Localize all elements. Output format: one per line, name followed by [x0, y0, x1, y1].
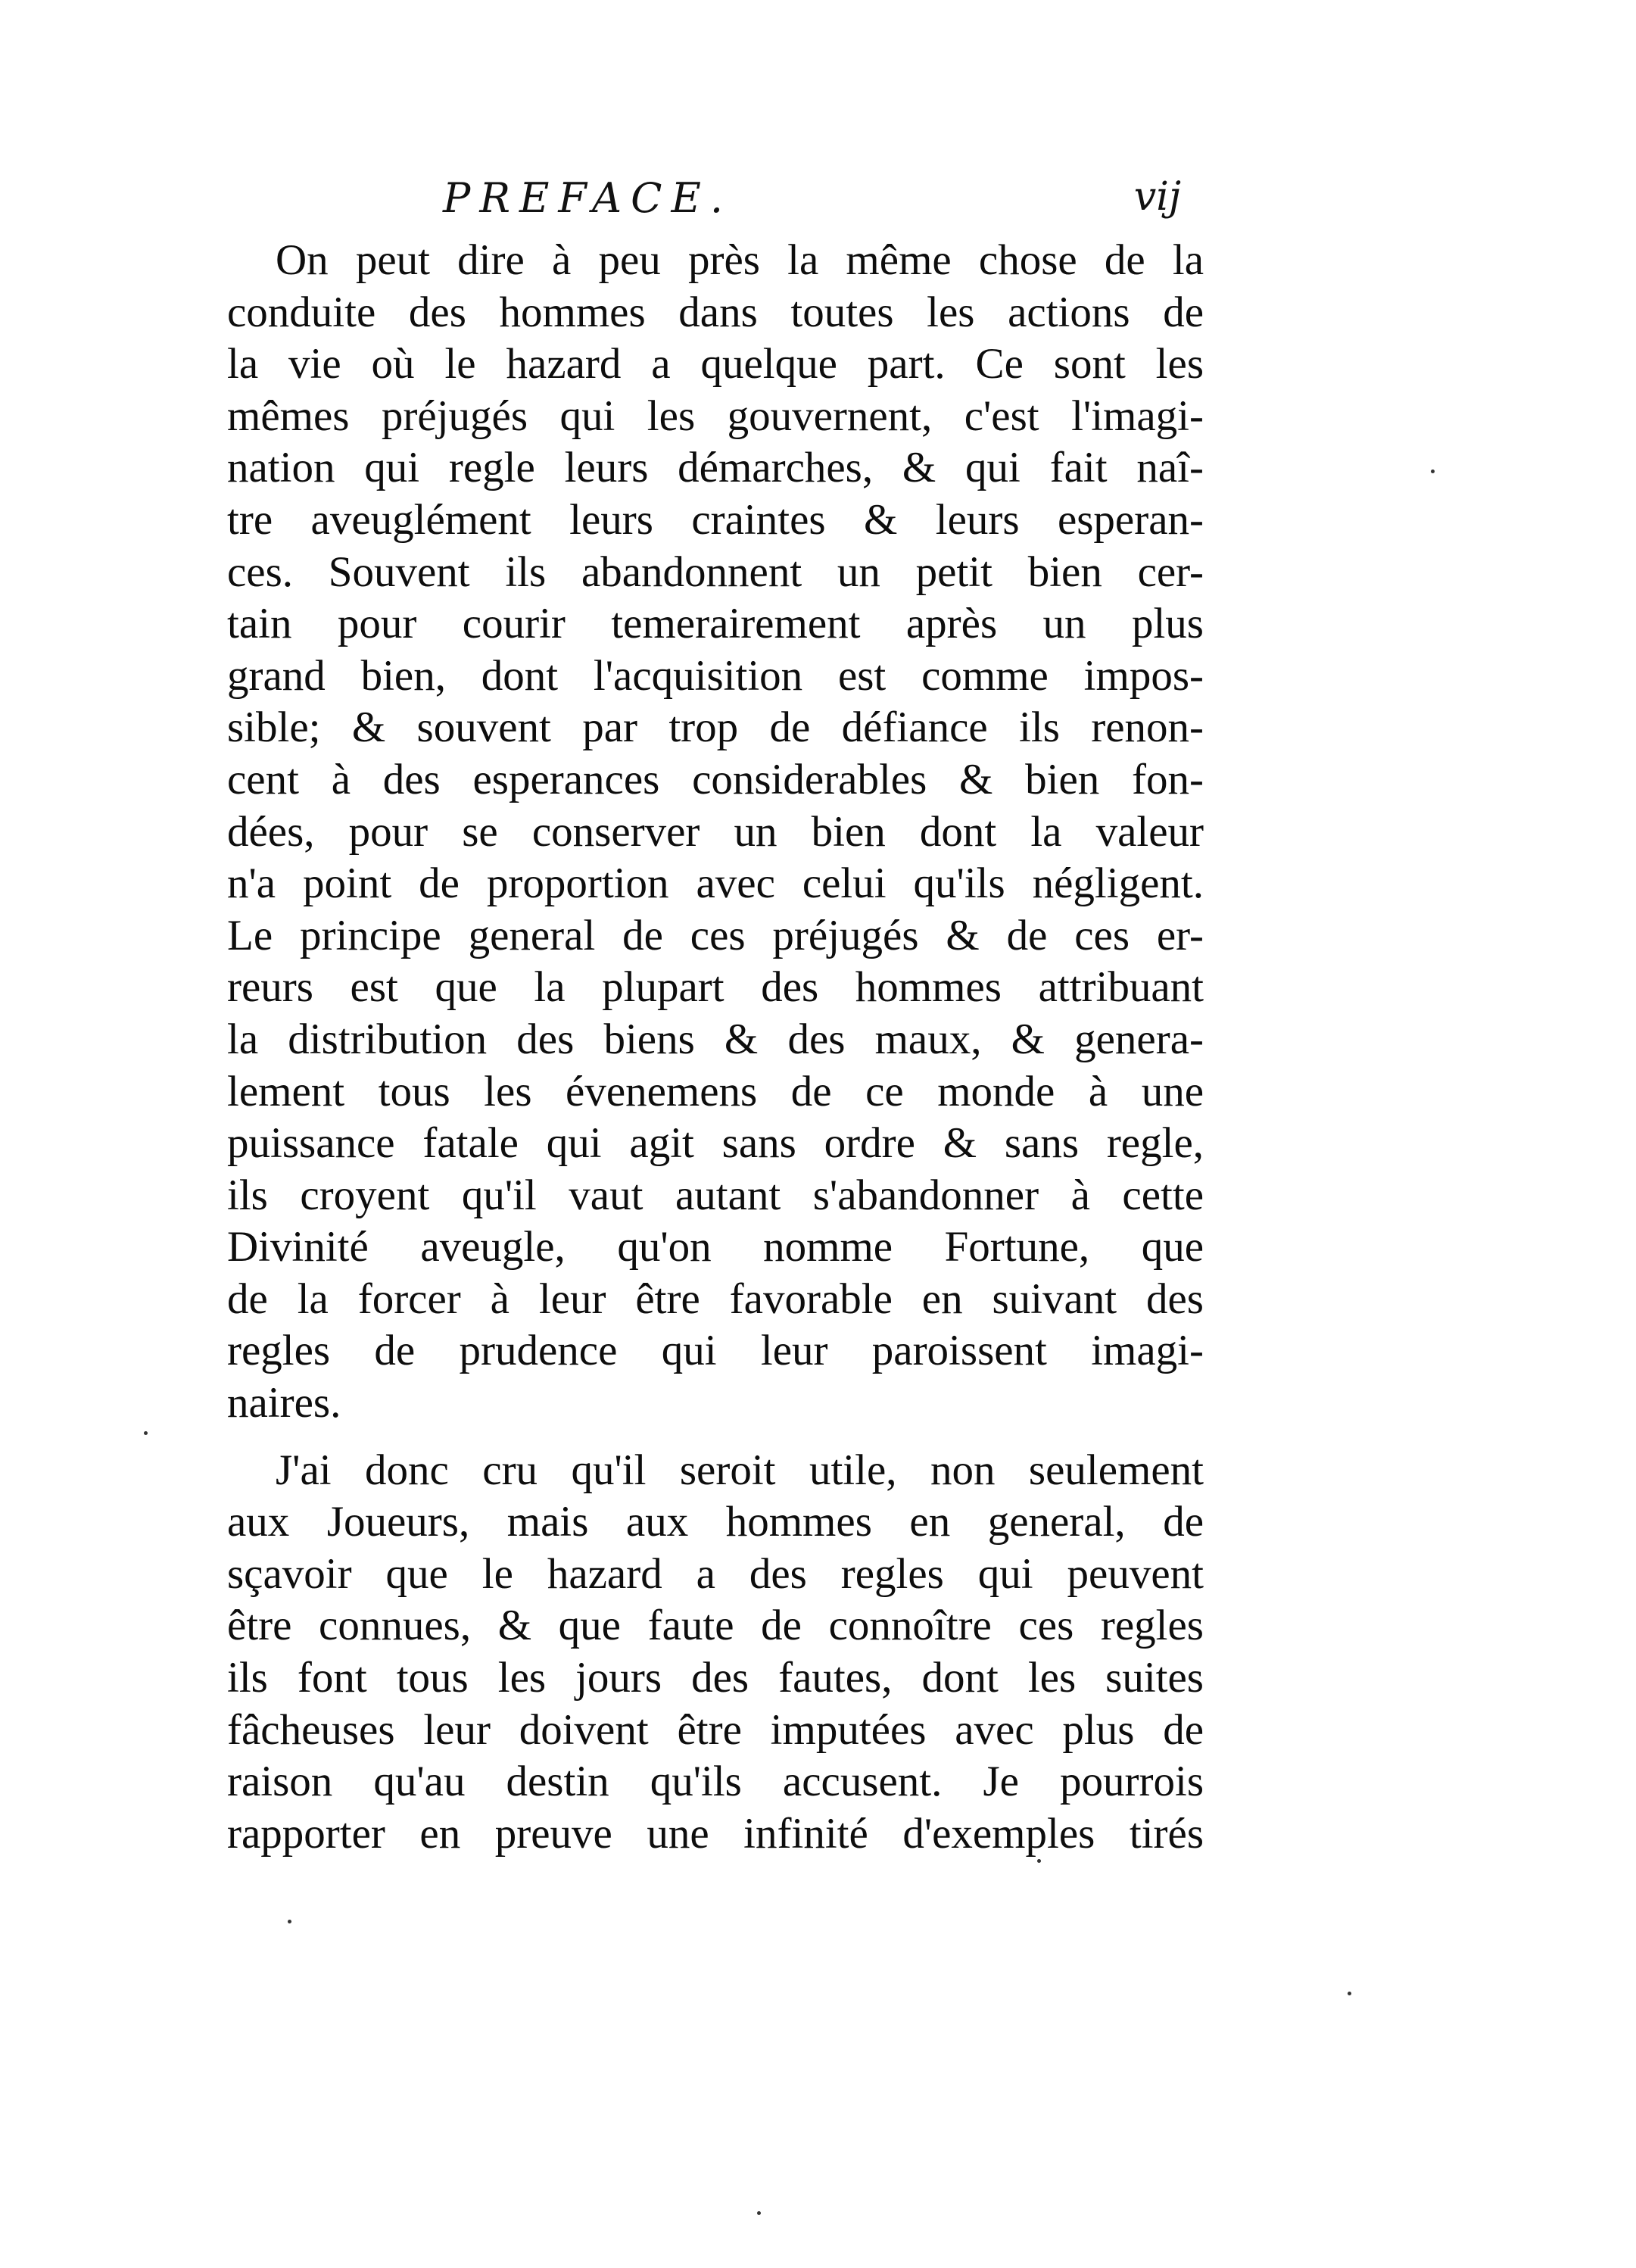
- page-number: vij: [1133, 174, 1181, 220]
- text-line: lement tous les évenemens de ce monde à une: [227, 1067, 1204, 1115]
- text-line: regles de prudence qui leur paroissent imagi-: [227, 1327, 1204, 1375]
- text-line: ils croyent qu'il vaut autant s'abandonner à cette: [227, 1171, 1204, 1219]
- body-text: [227, 235, 1204, 1860]
- paper-speck: [1431, 470, 1435, 473]
- text-line: grand bien, dont l'acquisition est comme impos-: [227, 651, 1204, 700]
- paper-speck: [1037, 1859, 1041, 1863]
- text-line: ces. Souvent ils abandonnent un petit bien cer-: [227, 548, 1204, 596]
- paragraph-gap: [227, 1430, 1204, 1445]
- text-line: sible; & souvent par trop de défiance ils renon-: [227, 703, 1204, 752]
- text-line: Divinité aveugle, qu'on nomme Fortune, que: [227, 1223, 1204, 1271]
- running-head: PREFACE.: [443, 174, 733, 222]
- text-line: On peut dire à peu près la même chose de la: [276, 236, 1204, 284]
- text-line: tre aveuglément leurs craintes & leurs esperan-: [227, 495, 1204, 544]
- text-line: être connues, & que faute de connoître ces regles: [227, 1602, 1204, 1650]
- paper-speck: [757, 2211, 761, 2215]
- paper-speck: [1348, 1992, 1351, 1995]
- paper-speck: [288, 1920, 291, 1923]
- paper-speck: [144, 1431, 148, 1435]
- text-line: la vie où le hazard a quelque part. Ce sont les: [227, 340, 1204, 388]
- text-line: J'ai donc cru qu'il seroit utile, non seulement: [276, 1446, 1204, 1494]
- text-line: nation qui regle leurs démarches, & qui fait naî-: [227, 444, 1204, 492]
- text-line: la distribution des biens & des maux, & genera-: [227, 1015, 1204, 1063]
- text-line: n'a point de proportion avec celui qu'ils négligent.: [227, 859, 1204, 908]
- text-line: mêmes préjugés qui les gouvernent, c'est l'imagi-: [227, 392, 1204, 440]
- paragraph-1: [227, 235, 1204, 1430]
- text-line: Le principe general de ces préjugés & de ces er-: [227, 911, 1204, 959]
- text-line: cent à des esperances considerables & bien fon-: [227, 755, 1204, 803]
- text-line: naires.: [227, 1379, 341, 1427]
- paragraph-2: [227, 1445, 1204, 1861]
- text-line: conduite des hommes dans toutes les actions de: [227, 288, 1204, 336]
- text-line: raison qu'au destin qu'ils accusent. Je pourrois: [227, 1758, 1204, 1806]
- text-line: rapporter en preuve une infinité d'exemples tirés: [227, 1809, 1204, 1858]
- text-line: de la forcer à leur être favorable en suivant des: [227, 1274, 1204, 1323]
- text-line: sçavoir que le hazard a des regles qui peuvent: [227, 1549, 1204, 1598]
- text-line: tain pour courir temerairement après un plus: [227, 600, 1204, 648]
- text-line: ils font tous les jours des fautes, dont les suites: [227, 1654, 1204, 1702]
- text-line: aux Joueurs, mais aux hommes en general, de: [227, 1498, 1204, 1546]
- text-line: dées, pour se conserver un bien dont la valeur: [227, 807, 1204, 856]
- text-line: puissance fatale qui agit sans ordre & sans regle,: [227, 1119, 1204, 1168]
- page-header: [220, 174, 1196, 227]
- text-line: reurs est que la plupart des hommes attribuant: [227, 963, 1204, 1012]
- text-line: fâcheuses leur doivent être imputées avec plus de: [227, 1705, 1204, 1754]
